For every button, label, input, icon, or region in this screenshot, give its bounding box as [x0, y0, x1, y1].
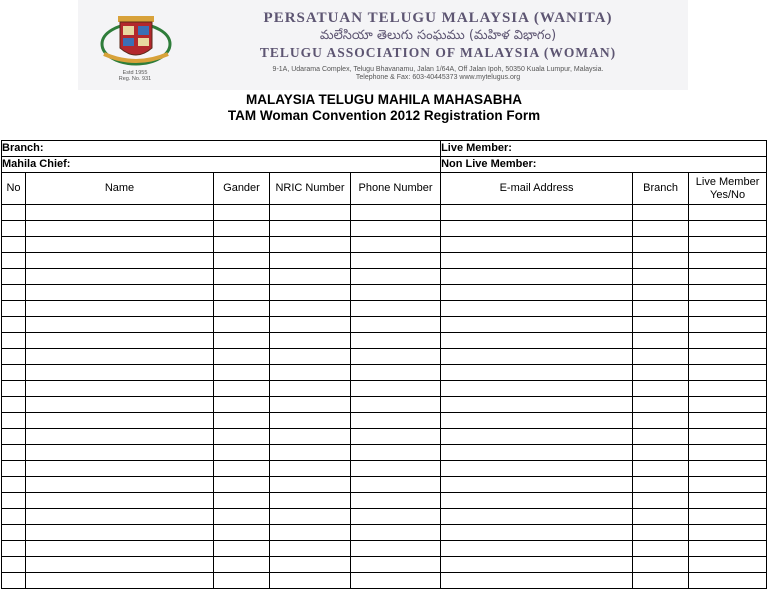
live-member-cell[interactable] — [689, 253, 767, 269]
name-cell[interactable] — [26, 493, 214, 509]
email-cell[interactable] — [441, 557, 633, 573]
org-address: 9-1A, Udarama Complex, Telugu Bhavanamu, Jalan 1/64A, Off Jalan Ipoh, 50350 Kuala Lumpur, Malaysia. — [272, 66, 604, 73]
established-text: Estd 1955 — [122, 70, 148, 76]
nric-cell[interactable] — [270, 365, 351, 381]
name-cell[interactable] — [26, 541, 214, 557]
gander-cell[interactable] — [214, 509, 270, 525]
phone-cell[interactable] — [351, 221, 441, 237]
no-cell[interactable] — [2, 541, 26, 557]
email-cell[interactable] — [441, 493, 633, 509]
branch-cell[interactable] — [633, 365, 689, 381]
phone-cell[interactable] — [351, 365, 441, 381]
live-member-cell[interactable] — [689, 301, 767, 317]
nric-cell[interactable] — [270, 493, 351, 509]
registration-info — [105, 70, 165, 82]
email-cell[interactable] — [441, 429, 633, 445]
email-cell[interactable] — [441, 349, 633, 365]
org-name-english: TELUGU ASSOCIATION OF MALAYSIA (WOMAN) — [259, 45, 617, 60]
table-row — [2, 477, 767, 493]
table-row — [2, 573, 767, 589]
table-row — [2, 525, 767, 541]
phone-cell[interactable] — [351, 333, 441, 349]
nric-cell[interactable] — [270, 557, 351, 573]
nric-cell[interactable] — [270, 237, 351, 253]
table-row — [2, 397, 767, 413]
nric-cell[interactable] — [270, 285, 351, 301]
phone-cell[interactable] — [351, 381, 441, 397]
column-header-branch: Branch — [633, 173, 689, 205]
table-row — [2, 333, 767, 349]
association-crest-logo — [98, 10, 174, 72]
form-title: MALAYSIA TELUGU MAHILA MAHASABHA — [246, 92, 522, 107]
phone-cell[interactable] — [351, 237, 441, 253]
registration-rows — [2, 205, 767, 589]
no-cell[interactable] — [2, 221, 26, 237]
live-member-cell[interactable] — [689, 285, 767, 301]
gander-cell[interactable] — [214, 381, 270, 397]
nric-cell[interactable] — [270, 541, 351, 557]
email-cell[interactable] — [441, 221, 633, 237]
gander-cell[interactable] — [214, 525, 270, 541]
name-cell[interactable] — [26, 413, 214, 429]
table-row — [2, 541, 767, 557]
name-cell[interactable] — [26, 301, 214, 317]
org-name-malay: PERSATUAN TELUGU MALAYSIA (WANITA) — [263, 10, 613, 26]
no-cell[interactable] — [2, 413, 26, 429]
nric-cell[interactable] — [270, 509, 351, 525]
no-cell[interactable] — [2, 429, 26, 445]
gander-cell[interactable] — [214, 221, 270, 237]
nric-cell[interactable] — [270, 301, 351, 317]
branch-cell[interactable] — [633, 397, 689, 413]
name-cell[interactable] — [26, 237, 214, 253]
nric-cell[interactable] — [270, 381, 351, 397]
table-row — [2, 381, 767, 397]
name-cell[interactable] — [26, 573, 214, 589]
branch-cell[interactable] — [633, 221, 689, 237]
live-member-cell[interactable] — [689, 205, 767, 221]
nric-cell[interactable] — [270, 205, 351, 221]
phone-cell[interactable] — [351, 525, 441, 541]
gander-cell[interactable] — [214, 205, 270, 221]
table-row — [2, 461, 767, 477]
phone-cell[interactable] — [351, 317, 441, 333]
email-cell[interactable] — [441, 509, 633, 525]
email-cell[interactable] — [441, 333, 633, 349]
branch-cell[interactable] — [633, 349, 689, 365]
name-cell[interactable] — [26, 365, 214, 381]
name-cell[interactable] — [26, 221, 214, 237]
no-cell[interactable] — [2, 493, 26, 509]
no-cell[interactable] — [2, 445, 26, 461]
gander-cell[interactable] — [214, 285, 270, 301]
email-cell[interactable] — [441, 573, 633, 589]
live-member-cell[interactable] — [689, 317, 767, 333]
branch-cell[interactable] — [633, 317, 689, 333]
gander-cell[interactable] — [214, 557, 270, 573]
gander-cell[interactable] — [214, 541, 270, 557]
email-cell[interactable] — [441, 477, 633, 493]
gander-cell[interactable] — [214, 429, 270, 445]
live-member-cell[interactable] — [689, 509, 767, 525]
live-member-cell[interactable] — [689, 541, 767, 557]
no-cell[interactable] — [2, 253, 26, 269]
branch-cell[interactable] — [633, 493, 689, 509]
mahila-chief-field[interactable] — [2, 157, 441, 173]
no-cell[interactable] — [2, 477, 26, 493]
email-cell[interactable] — [441, 525, 633, 541]
no-cell[interactable] — [2, 461, 26, 477]
name-cell[interactable] — [26, 333, 214, 349]
branch-cell[interactable] — [633, 237, 689, 253]
gander-cell[interactable] — [214, 461, 270, 477]
org-contact: Telephone & Fax: 603-40445373 www.mytelugus.org — [355, 74, 521, 81]
phone-cell[interactable] — [351, 285, 441, 301]
column-header-name: Name — [26, 173, 214, 205]
live-member-cell[interactable] — [689, 349, 767, 365]
phone-cell[interactable] — [351, 269, 441, 285]
live-member-cell[interactable] — [689, 221, 767, 237]
branch-cell[interactable] — [633, 429, 689, 445]
no-cell[interactable] — [2, 205, 26, 221]
table-row — [2, 205, 767, 221]
org-name-telugu: మలేసియా తెలుగు సంఘము (మహిళ విభాగం) — [319, 28, 557, 43]
gander-cell[interactable] — [214, 301, 270, 317]
column-header-phone: Phone Number — [351, 173, 441, 205]
email-cell[interactable] — [441, 413, 633, 429]
phone-cell[interactable] — [351, 253, 441, 269]
gander-cell[interactable] — [214, 333, 270, 349]
live-member-cell[interactable] — [689, 413, 767, 429]
gander-cell[interactable] — [214, 365, 270, 381]
phone-cell[interactable] — [351, 397, 441, 413]
table-row — [2, 269, 767, 285]
no-cell[interactable] — [2, 397, 26, 413]
name-cell[interactable] — [26, 349, 214, 365]
branch-cell[interactable] — [633, 525, 689, 541]
email-cell[interactable] — [441, 237, 633, 253]
no-cell[interactable] — [2, 269, 26, 285]
gander-cell[interactable] — [214, 413, 270, 429]
name-cell[interactable] — [26, 205, 214, 221]
column-header-gander: Gander — [214, 173, 270, 205]
live-member-cell[interactable] — [689, 237, 767, 253]
branch-cell[interactable] — [633, 461, 689, 477]
phone-cell[interactable] — [351, 541, 441, 557]
no-cell[interactable] — [2, 237, 26, 253]
branch-cell[interactable] — [633, 477, 689, 493]
name-cell[interactable] — [26, 285, 214, 301]
nric-cell[interactable] — [270, 477, 351, 493]
nric-cell[interactable] — [270, 573, 351, 589]
nric-cell[interactable] — [270, 349, 351, 365]
name-cell[interactable] — [26, 477, 214, 493]
nric-cell[interactable] — [270, 413, 351, 429]
column-header-email: E-mail Address — [441, 173, 633, 205]
live-member-cell[interactable] — [689, 557, 767, 573]
non-live-member-label: Non Live Member: — [441, 158, 537, 170]
branch-cell[interactable] — [633, 445, 689, 461]
phone-cell[interactable] — [351, 445, 441, 461]
branch-cell[interactable] — [633, 381, 689, 397]
no-cell[interactable] — [2, 301, 26, 317]
name-cell[interactable] — [26, 525, 214, 541]
registration-number: Reg. No. 931 — [118, 76, 152, 82]
table-row — [2, 509, 767, 525]
name-cell[interactable] — [26, 269, 214, 285]
name-cell[interactable] — [26, 461, 214, 477]
nric-cell[interactable] — [270, 221, 351, 237]
live-member-cell[interactable] — [689, 525, 767, 541]
phone-cell[interactable] — [351, 301, 441, 317]
table-row — [2, 237, 767, 253]
live-member-cell[interactable] — [689, 381, 767, 397]
gander-cell[interactable] — [214, 477, 270, 493]
email-cell[interactable] — [441, 269, 633, 285]
phone-cell[interactable] — [351, 557, 441, 573]
email-cell[interactable] — [441, 205, 633, 221]
gander-cell[interactable] — [214, 253, 270, 269]
live-member-field[interactable] — [441, 141, 767, 157]
name-cell[interactable] — [26, 381, 214, 397]
gander-cell[interactable] — [214, 237, 270, 253]
no-cell[interactable] — [2, 317, 26, 333]
branch-label: Branch: — [2, 142, 44, 154]
live-member-label: Live Member: — [441, 142, 512, 154]
live-member-cell[interactable] — [689, 493, 767, 509]
email-cell[interactable] — [441, 253, 633, 269]
nric-cell[interactable] — [270, 461, 351, 477]
branch-cell[interactable] — [633, 573, 689, 589]
email-cell[interactable] — [441, 397, 633, 413]
mahila-chief-label: Mahila Chief: — [2, 158, 71, 170]
name-cell[interactable] — [26, 253, 214, 269]
live-member-cell[interactable] — [689, 445, 767, 461]
gander-cell[interactable] — [214, 317, 270, 333]
email-cell[interactable] — [441, 317, 633, 333]
live-member-cell[interactable] — [689, 365, 767, 381]
table-row — [2, 221, 767, 237]
gander-cell[interactable] — [214, 397, 270, 413]
phone-cell[interactable] — [351, 461, 441, 477]
table-row — [2, 317, 767, 333]
gander-cell[interactable] — [214, 445, 270, 461]
email-cell[interactable] — [441, 445, 633, 461]
no-cell[interactable] — [2, 509, 26, 525]
nric-cell[interactable] — [270, 429, 351, 445]
gander-cell[interactable] — [214, 269, 270, 285]
phone-cell[interactable] — [351, 509, 441, 525]
email-cell[interactable] — [441, 301, 633, 317]
no-cell[interactable] — [2, 525, 26, 541]
registration-table — [1, 140, 767, 589]
nric-cell[interactable] — [270, 525, 351, 541]
no-cell[interactable] — [2, 557, 26, 573]
branch-cell[interactable] — [633, 509, 689, 525]
name-cell[interactable] — [26, 429, 214, 445]
no-cell[interactable] — [2, 333, 26, 349]
non-live-member-field[interactable] — [441, 157, 767, 173]
gander-cell[interactable] — [214, 349, 270, 365]
live-member-cell[interactable] — [689, 461, 767, 477]
nric-cell[interactable] — [270, 253, 351, 269]
column-header-nric: NRIC Number — [270, 173, 351, 205]
email-cell[interactable] — [441, 461, 633, 477]
phone-cell[interactable] — [351, 493, 441, 509]
phone-cell[interactable] — [351, 477, 441, 493]
name-cell[interactable] — [26, 509, 214, 525]
no-cell[interactable] — [2, 365, 26, 381]
phone-cell[interactable] — [351, 349, 441, 365]
branch-cell[interactable] — [633, 253, 689, 269]
table-row — [2, 365, 767, 381]
gander-cell[interactable] — [214, 493, 270, 509]
no-cell[interactable] — [2, 349, 26, 365]
table-row — [2, 413, 767, 429]
table-row — [2, 253, 767, 269]
table-row — [2, 557, 767, 573]
live-member-cell[interactable] — [689, 573, 767, 589]
branch-cell[interactable] — [633, 557, 689, 573]
branch-cell[interactable] — [633, 269, 689, 285]
phone-cell[interactable] — [351, 413, 441, 429]
name-cell[interactable] — [26, 317, 214, 333]
branch-cell[interactable] — [633, 541, 689, 557]
branch-cell[interactable] — [633, 205, 689, 221]
live-member-cell[interactable] — [689, 477, 767, 493]
no-cell[interactable] — [2, 285, 26, 301]
column-header-no: No — [2, 173, 26, 205]
form-subtitle: TAM Woman Convention 2012 Registration Form — [227, 108, 541, 123]
no-cell[interactable] — [2, 573, 26, 589]
phone-cell[interactable] — [351, 205, 441, 221]
live-member-cell[interactable] — [689, 269, 767, 285]
gander-cell[interactable] — [214, 573, 270, 589]
nric-cell[interactable] — [270, 317, 351, 333]
nric-cell[interactable] — [270, 269, 351, 285]
table-row — [2, 285, 767, 301]
email-cell[interactable] — [441, 381, 633, 397]
no-cell[interactable] — [2, 381, 26, 397]
branch-cell[interactable] — [633, 285, 689, 301]
name-cell[interactable] — [26, 557, 214, 573]
table-row — [2, 301, 767, 317]
branch-cell[interactable] — [633, 333, 689, 349]
branch-cell[interactable] — [633, 413, 689, 429]
name-cell[interactable] — [26, 397, 214, 413]
branch-cell[interactable] — [633, 301, 689, 317]
live-member-cell[interactable] — [689, 397, 767, 413]
table-row — [2, 429, 767, 445]
email-cell[interactable] — [441, 285, 633, 301]
phone-cell[interactable] — [351, 573, 441, 589]
column-header-live-member: Live Member Yes/No — [689, 173, 767, 205]
branch-field[interactable] — [2, 141, 441, 157]
table-row — [2, 493, 767, 509]
nric-cell[interactable] — [270, 333, 351, 349]
live-member-cell[interactable] — [689, 333, 767, 349]
email-cell[interactable] — [441, 541, 633, 557]
live-member-cell[interactable] — [689, 429, 767, 445]
name-cell[interactable] — [26, 445, 214, 461]
table-row — [2, 445, 767, 461]
email-cell[interactable] — [441, 365, 633, 381]
table-row — [2, 349, 767, 365]
nric-cell[interactable] — [270, 397, 351, 413]
nric-cell[interactable] — [270, 445, 351, 461]
phone-cell[interactable] — [351, 429, 441, 445]
